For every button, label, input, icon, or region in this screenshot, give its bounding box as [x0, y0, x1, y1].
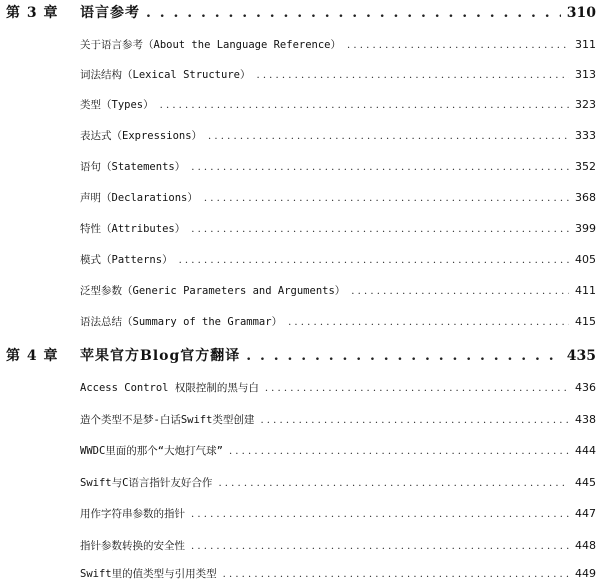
entry-title: 语句（Statements） — [80, 161, 186, 173]
entry-title: 语法总结（Summary of the Grammar） — [80, 316, 283, 328]
dot-leader — [179, 255, 569, 266]
chapter-title: 语言参考 — [80, 5, 140, 21]
entry-title: Access Control 权限控制的黑与白 — [80, 382, 259, 394]
entry-page-number: 411 — [575, 284, 596, 297]
toc-chapter-3[interactable] — [6, 2, 596, 24]
entry-title: 词法结构（Lexical Structure） — [80, 69, 251, 81]
toc-entry[interactable] — [80, 314, 596, 332]
dot-leader — [347, 40, 569, 51]
entry-page-number: 448 — [575, 539, 596, 552]
entry-title: 泛型参数（Generic Parameters and Arguments） — [80, 285, 346, 297]
toc-entry[interactable] — [80, 221, 596, 239]
toc-entry[interactable] — [80, 67, 596, 85]
chapter-label: 第 3 章 — [6, 5, 59, 21]
dot-leader — [208, 131, 569, 142]
toc-entry[interactable] — [80, 380, 596, 398]
toc-entry[interactable] — [80, 190, 596, 208]
entry-page-number: 449 — [575, 567, 596, 580]
entry-title: 用作字符串参数的指针 — [80, 508, 185, 520]
chapter-page-number: 435 — [566, 348, 596, 364]
dot-leader — [160, 100, 569, 111]
toc-entry[interactable] — [80, 475, 596, 493]
dot-leader — [265, 383, 569, 394]
entry-title: 声明（Declarations） — [80, 192, 198, 204]
entry-page-number: 333 — [575, 129, 596, 142]
dot-leader — [223, 569, 569, 580]
entry-page-number: 313 — [575, 68, 596, 81]
dot-leader — [191, 509, 569, 520]
entry-page-number: 352 — [575, 160, 596, 173]
dot-leader — [191, 541, 569, 552]
entry-page-number: 405 — [575, 253, 596, 266]
dot-leader — [191, 162, 569, 173]
dot-leader — [260, 415, 569, 426]
entry-page-number: 445 — [575, 476, 596, 489]
dot-leader — [288, 317, 569, 328]
toc-entry[interactable] — [80, 566, 596, 584]
toc-entry[interactable] — [80, 37, 596, 55]
entry-page-number: 415 — [575, 315, 596, 328]
entry-title: 模式（Patterns） — [80, 254, 173, 266]
chapter-title: 苹果官方Blog官方翻译 — [80, 348, 241, 364]
entry-title: WWDC里面的那个“大炮打气球” — [80, 445, 223, 457]
entry-page-number: 311 — [575, 38, 596, 51]
toc-entry[interactable] — [80, 97, 596, 115]
entry-page-number: 323 — [575, 98, 596, 111]
entry-page-number: 436 — [575, 381, 596, 394]
entry-title: 造个类型不是梦-白话Swift类型创建 — [80, 414, 255, 426]
toc-entry[interactable] — [80, 506, 596, 524]
toc-entry[interactable] — [80, 538, 596, 556]
entry-page-number: 438 — [575, 413, 596, 426]
chapter-label: 第 4 章 — [6, 348, 59, 364]
entry-page-number: 447 — [575, 507, 596, 520]
toc-entry[interactable] — [80, 252, 596, 270]
dot-leader — [246, 348, 560, 364]
entry-title: 特性（Attributes） — [80, 223, 186, 235]
entry-page-number: 399 — [575, 222, 596, 235]
entry-title: 关于语言参考（About the Language Reference） — [80, 39, 342, 51]
dot-leader — [351, 286, 569, 297]
entry-title: 指针参数转换的安全性 — [80, 540, 185, 552]
toc-entry[interactable] — [80, 443, 596, 461]
entry-title: 表达式（Expressions） — [80, 130, 203, 142]
toc-entry[interactable] — [80, 412, 596, 430]
toc-entry[interactable] — [80, 159, 596, 177]
toc-entry[interactable] — [80, 283, 596, 301]
entry-page-number: 368 — [575, 191, 596, 204]
dot-leader — [229, 446, 569, 457]
toc-entry[interactable] — [80, 128, 596, 146]
dot-leader — [191, 224, 569, 235]
chapter-page-number: 310 — [566, 5, 596, 21]
entry-title: 类型（Types） — [80, 99, 154, 111]
dot-leader — [146, 5, 561, 21]
entry-title: Swift里的值类型与引用类型 — [80, 568, 217, 580]
dot-leader — [204, 193, 569, 204]
entry-title: Swift与C语言指针友好合作 — [80, 477, 213, 489]
dot-leader — [256, 70, 569, 81]
dot-leader — [218, 478, 569, 489]
entry-page-number: 444 — [575, 444, 596, 457]
toc-chapter-4[interactable] — [6, 345, 596, 367]
